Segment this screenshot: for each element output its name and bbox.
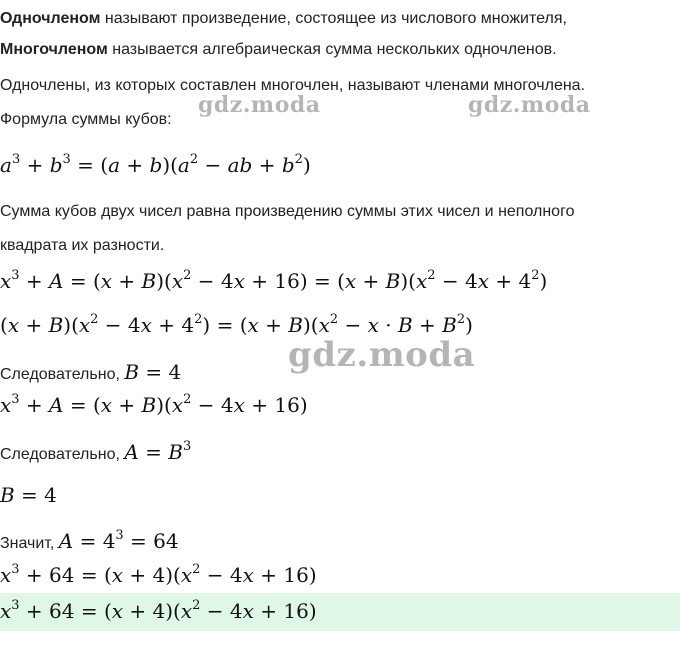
- members-definition: Одночлены, из которых составлен многочлен, называют членами многочлена.: [0, 77, 586, 94]
- conclusion-b: Следовательно, B = 4: [0, 360, 182, 384]
- equation-step-1: $x^3 + A = (x + B)(x^2 - 4x + 16) = (x + B)(x^2 - 4x + 4^2)$: [0, 268, 548, 293]
- monomial-term: Одночленом: [0, 10, 101, 27]
- consequently-label-1: Следовательно,: [0, 366, 125, 383]
- polynomial-rest: называется алгебраическая сумма нескольких одночленов.: [107, 41, 557, 58]
- rule-line-2: квадрата их разности.: [0, 237, 165, 254]
- watermark-top-right: gdz.moda: [468, 92, 591, 118]
- conclusion-a-value: Значит, $A = 4^3 = 64$: [0, 528, 179, 553]
- polynomial-definition: [0, 40, 557, 60]
- equation-step-3: $x^3 + A = (x + B)(x^2 - 4x + 16)$: [0, 392, 308, 417]
- equation-b-value: B = 4: [0, 483, 57, 507]
- equation-result: $x^3 + 64 = (x + 4)(x^2 - 4x + 16)$: [0, 562, 317, 587]
- monomial-rest: называют произведение, состоящее из числового множителя,: [100, 10, 567, 27]
- conclusion-a: Следовательно, $A = B^3$: [0, 439, 192, 464]
- monomial-definition: [0, 9, 567, 29]
- watermark-top-left: gdz.moda: [198, 92, 321, 118]
- watermark-center: gdz.moda: [288, 335, 476, 375]
- formula-label: Формула суммы кубов:: [0, 111, 172, 128]
- equation-step-2: $(x + B)(x^2 - 4x + 4^2) = (x + B)(x^2 - x \cdot B + B^2)$: [0, 312, 473, 337]
- therefore-label: Значит,: [0, 535, 59, 552]
- rule-line-1: Сумма кубов двух чисел равна произведению суммы этих чисел и неполного: [0, 203, 575, 220]
- polynomial-term: Многочленом: [0, 41, 108, 58]
- final-answer: $x^3 + 64 = (x + 4)(x^2 - 4x + 16)$: [0, 598, 317, 623]
- sum-of-cubes-formula: $a^3 + b^3 = (a + b)(a^2$ − ab + $b^2$): [0, 152, 311, 177]
- consequently-label-2: Следовательно,: [0, 446, 125, 463]
